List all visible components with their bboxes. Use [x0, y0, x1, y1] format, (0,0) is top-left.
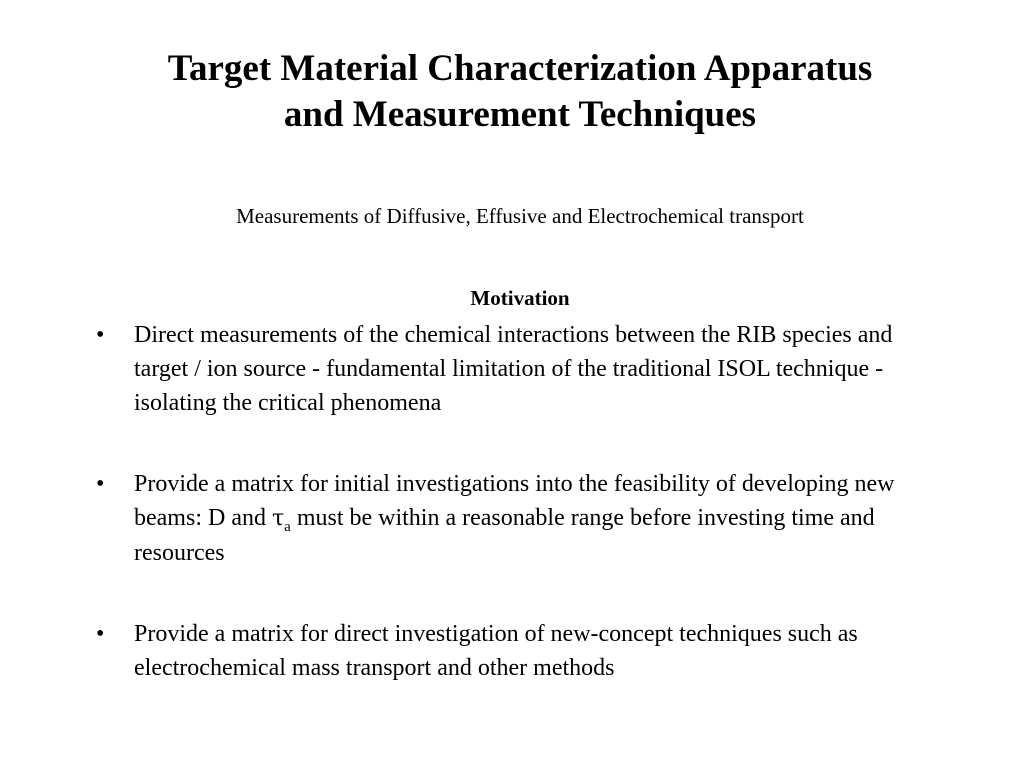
bullet-text-1: Direct measurements of the chemical interactions between the RIB species and target / ion source - fundamental limitation of the traditional ISOL technique - isolating the critical phenomena	[134, 322, 893, 416]
bullet-marker: •	[96, 471, 105, 497]
bullet-text-3: Provide a matrix for direct investigation of new-concept techniques such as electrochemical mass transport and other methods	[134, 621, 858, 681]
slide-title-line-2: and Measurement Techniques	[283, 94, 757, 135]
bullet-text-2-after: must be within a reasonable range before investing time and resources	[134, 505, 875, 566]
tau-subscript: a	[284, 518, 291, 535]
slide-title	[0, 46, 1024, 138]
slide-title-line-1: Target Material Characterization Apparatus	[167, 48, 873, 89]
slide-subtitle: Measurements of Diffusive, Effusive and Electrochemical transport	[236, 204, 804, 228]
bullet-marker: •	[96, 621, 105, 647]
bullet-item-1	[96, 318, 916, 420]
bullet-text-2	[134, 471, 895, 566]
bullet-item-2	[96, 467, 916, 570]
bullet-list	[96, 318, 916, 732]
section-heading-motivation: Motivation	[470, 286, 570, 310]
bullet-marker: •	[96, 322, 105, 348]
bullet-text-2-before: Provide a matrix for initial investigations into the feasibility of developing new beams: D and	[134, 471, 895, 531]
tau-symbol: τ	[271, 506, 285, 531]
bullet-item-3	[96, 617, 916, 685]
